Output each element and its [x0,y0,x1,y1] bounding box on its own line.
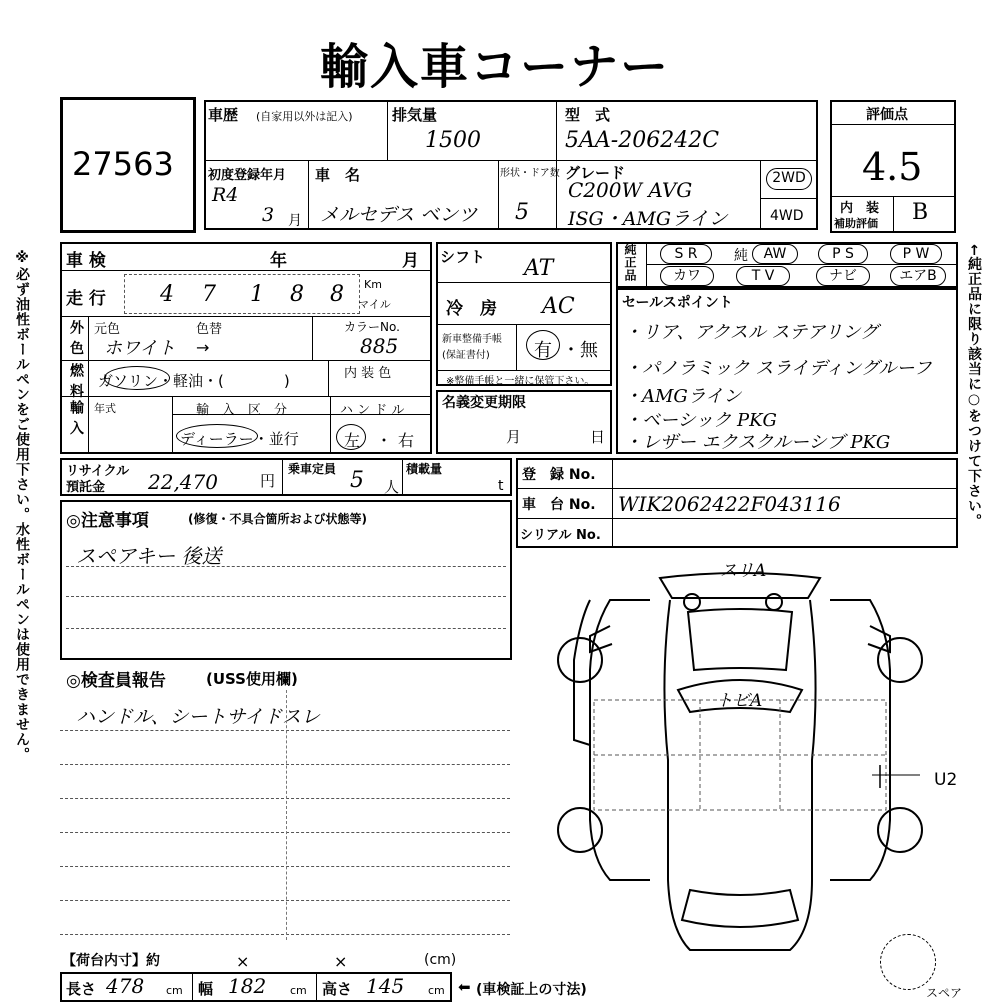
height-unit: cm [428,984,445,997]
nc-month: 月 [506,428,522,446]
maint-yes: 有 [534,340,552,361]
yen-unit: 円 [260,472,276,490]
notes-text: スペアキー 後送 [76,544,222,568]
capacity-value: 5 [350,468,364,493]
ext-color-label: 外 色 [68,320,84,356]
handle-label: ハ ン ド ル [340,403,405,418]
model-code: 5AA-206242C [565,128,720,153]
width-label: 幅 [198,980,214,998]
handle-left-circle [336,424,366,450]
equip-airbag: エアB [890,266,946,286]
equip-kawa: カワ [660,266,714,286]
load-label: 積載量 [406,462,443,476]
capacity-label: 乗車定員 [288,462,337,476]
fuel-label: 燃 料 [68,363,84,399]
chassis-label: 車 台 No. [522,497,596,513]
equip-prefix: 純 [734,248,748,264]
height-label: 高さ [322,980,353,998]
ac-label: 冷 房 [446,299,497,319]
car-name: メルセデス ベンツ [320,204,478,226]
handle-right: 右 [398,431,415,450]
mileage-digit: 8 [330,282,344,307]
color-no: 885 [360,334,399,358]
fuel-options: ガソリン・軽油・( ) [98,372,290,390]
shift-value: AT [524,256,554,281]
left-note: ※必ず油性ボールペンをご使用下さい。水性ボールペンは使用できません。 [14,250,30,762]
sales-point: ・AMGライン [624,386,742,407]
car-name-label: 車 名 [315,166,361,184]
interior-label1: 内 装 [840,201,880,216]
km-label: Km [364,278,382,291]
diagram-top-mark: スリA [720,561,767,581]
cargo-cm: (cm) [424,952,457,968]
import-type: ディーラー・並行 [180,430,299,448]
length-label: 長さ [66,980,97,998]
car-year-label: 年式 [94,402,116,415]
color-value: ホワイト [104,338,176,359]
equip-sr: S R [660,244,712,264]
chassis-value: WIK2062422F043116 [618,492,841,516]
interior-color-label: 内 装 色 [344,366,392,381]
cargo-label: 【荷台内寸】約 [62,953,160,969]
mileage-digit: 8 [290,282,304,307]
equip-navi: ナビ [816,266,870,286]
equipment-side-note: ←純正品に限り該当に○をつけて下さい。 [966,244,982,529]
cargo-x2: × [334,952,348,971]
interior-score: B [912,200,929,225]
height-value: 145 [366,974,405,998]
notes-label: ◎注意事項 [66,511,149,531]
width-value: 182 [228,974,267,998]
mileage-digit: 7 [202,282,216,307]
color-change-label: 色替 [196,322,223,337]
sales-point: ・リア、アクスル ステアリング [624,322,879,343]
nc-day: 日 [590,428,606,446]
car-diagram [550,560,930,960]
equip-aw: AW [752,244,798,264]
maint-note: ※整備手帳と一緒に保管下さい。 [446,376,595,387]
page-title: 輸入車コーナー [320,39,671,95]
grade-line1: C200W AVG [568,178,693,202]
spare-label: スペア [926,986,963,1000]
grade-label: グレード [565,164,626,182]
maint-no: 無 [580,340,598,361]
mileage-label: 走 行 [66,289,106,309]
recycle-label1: リサイクル [66,464,130,479]
mileage-digit: 1 [250,282,264,307]
first-reg-label: 初度登録年月 [208,168,287,183]
fuel-selected-circle [104,366,170,390]
spare-circle [880,934,936,990]
history-note: (自家用以外は記入) [256,110,353,123]
recycle-value: 22,470 [148,470,218,494]
grade-line2: ISG・AMGライン [568,208,728,230]
reg-label: 登 録 No. [522,467,596,483]
length-unit: cm [166,984,183,997]
lot-number: 27563 [72,145,174,183]
sales-point: ・パノラミック スライディングルーフ [624,358,932,379]
orig-color-label: 元色 [94,322,121,337]
displacement-label: 排気量 [392,106,438,124]
inspector-text: ハンドル、シートサイドスレ [76,706,320,728]
import-label: 輸 入 [68,400,84,436]
score-label: 評価点 [866,107,908,123]
mileage-digit: 4 [160,282,174,307]
shaken-month-unit: 月 [402,251,419,271]
recycle-label2: 預託金 [66,480,106,495]
diagram-side-mark: U2 [934,770,958,790]
equip-ps: P S [818,244,868,264]
diagram-roof-mark: トビA [716,691,763,711]
color-no-label: カラーNo. [344,320,400,334]
maint-sep: ・ [562,340,580,361]
inspector-sub: (USS使用欄) [206,670,298,688]
sales-points-label: セールスポイント [622,295,733,311]
inspector-label: ◎検査員報告 [66,671,166,691]
mile-label: マイル [358,298,391,311]
sales-point: ・レザー エクスクルーシブ PKG [624,432,891,453]
drive-4wd: 4WD [770,208,804,224]
shaken-year-unit: 年 [270,251,287,271]
handle-left: 左 [344,431,361,450]
person-unit: 人 [384,478,400,496]
doors-value: 5 [515,200,529,225]
maint-label2: (保証書付) [442,350,490,361]
shaken-note: (車検証上の寸法) [476,982,587,998]
cargo-x1: × [236,952,250,971]
score-value: 4.5 [862,145,923,189]
doors-label: 形状・ドア数 [500,168,560,179]
name-change-label: 名義変更期限 [442,395,526,411]
maint-yes-circle [526,330,560,360]
import-type-label: 輸 入 区 分 [196,403,288,418]
maint-label1: 新車整備手帳 [442,334,502,345]
equipment-label: 純正品 [623,243,637,282]
ac-value: AC [542,294,575,319]
color-arrow: → [196,338,210,357]
interior-label2: 補助評価 [834,217,878,230]
serial-label: シリアル No. [520,528,601,543]
equip-tv: T V [736,266,790,286]
length-value: 478 [106,974,145,998]
shift-label: シフト [440,248,486,266]
sales-point: ・ベーシック PKG [624,410,777,431]
displacement-value: 1500 [425,128,481,153]
handle-sep: ・ [376,431,393,450]
drive-2wd: 2WD [766,168,812,190]
shaken-label: 車 検 [66,251,106,271]
first-reg-era: R4 [212,184,239,206]
import-dealer-circle [176,424,258,448]
first-reg-month-unit: 月 [288,213,302,229]
equip-pw: P W [890,244,942,264]
model-label: 型 式 [565,106,611,124]
width-unit: cm [290,984,307,997]
history-label: 車歴 [208,106,239,124]
first-reg-month: 3 [262,204,275,226]
shaken-arrow: ⬅ [458,978,471,996]
ton-unit: t [498,478,504,494]
notes-sub: (修復・不具合箇所および状態等) [188,512,367,526]
